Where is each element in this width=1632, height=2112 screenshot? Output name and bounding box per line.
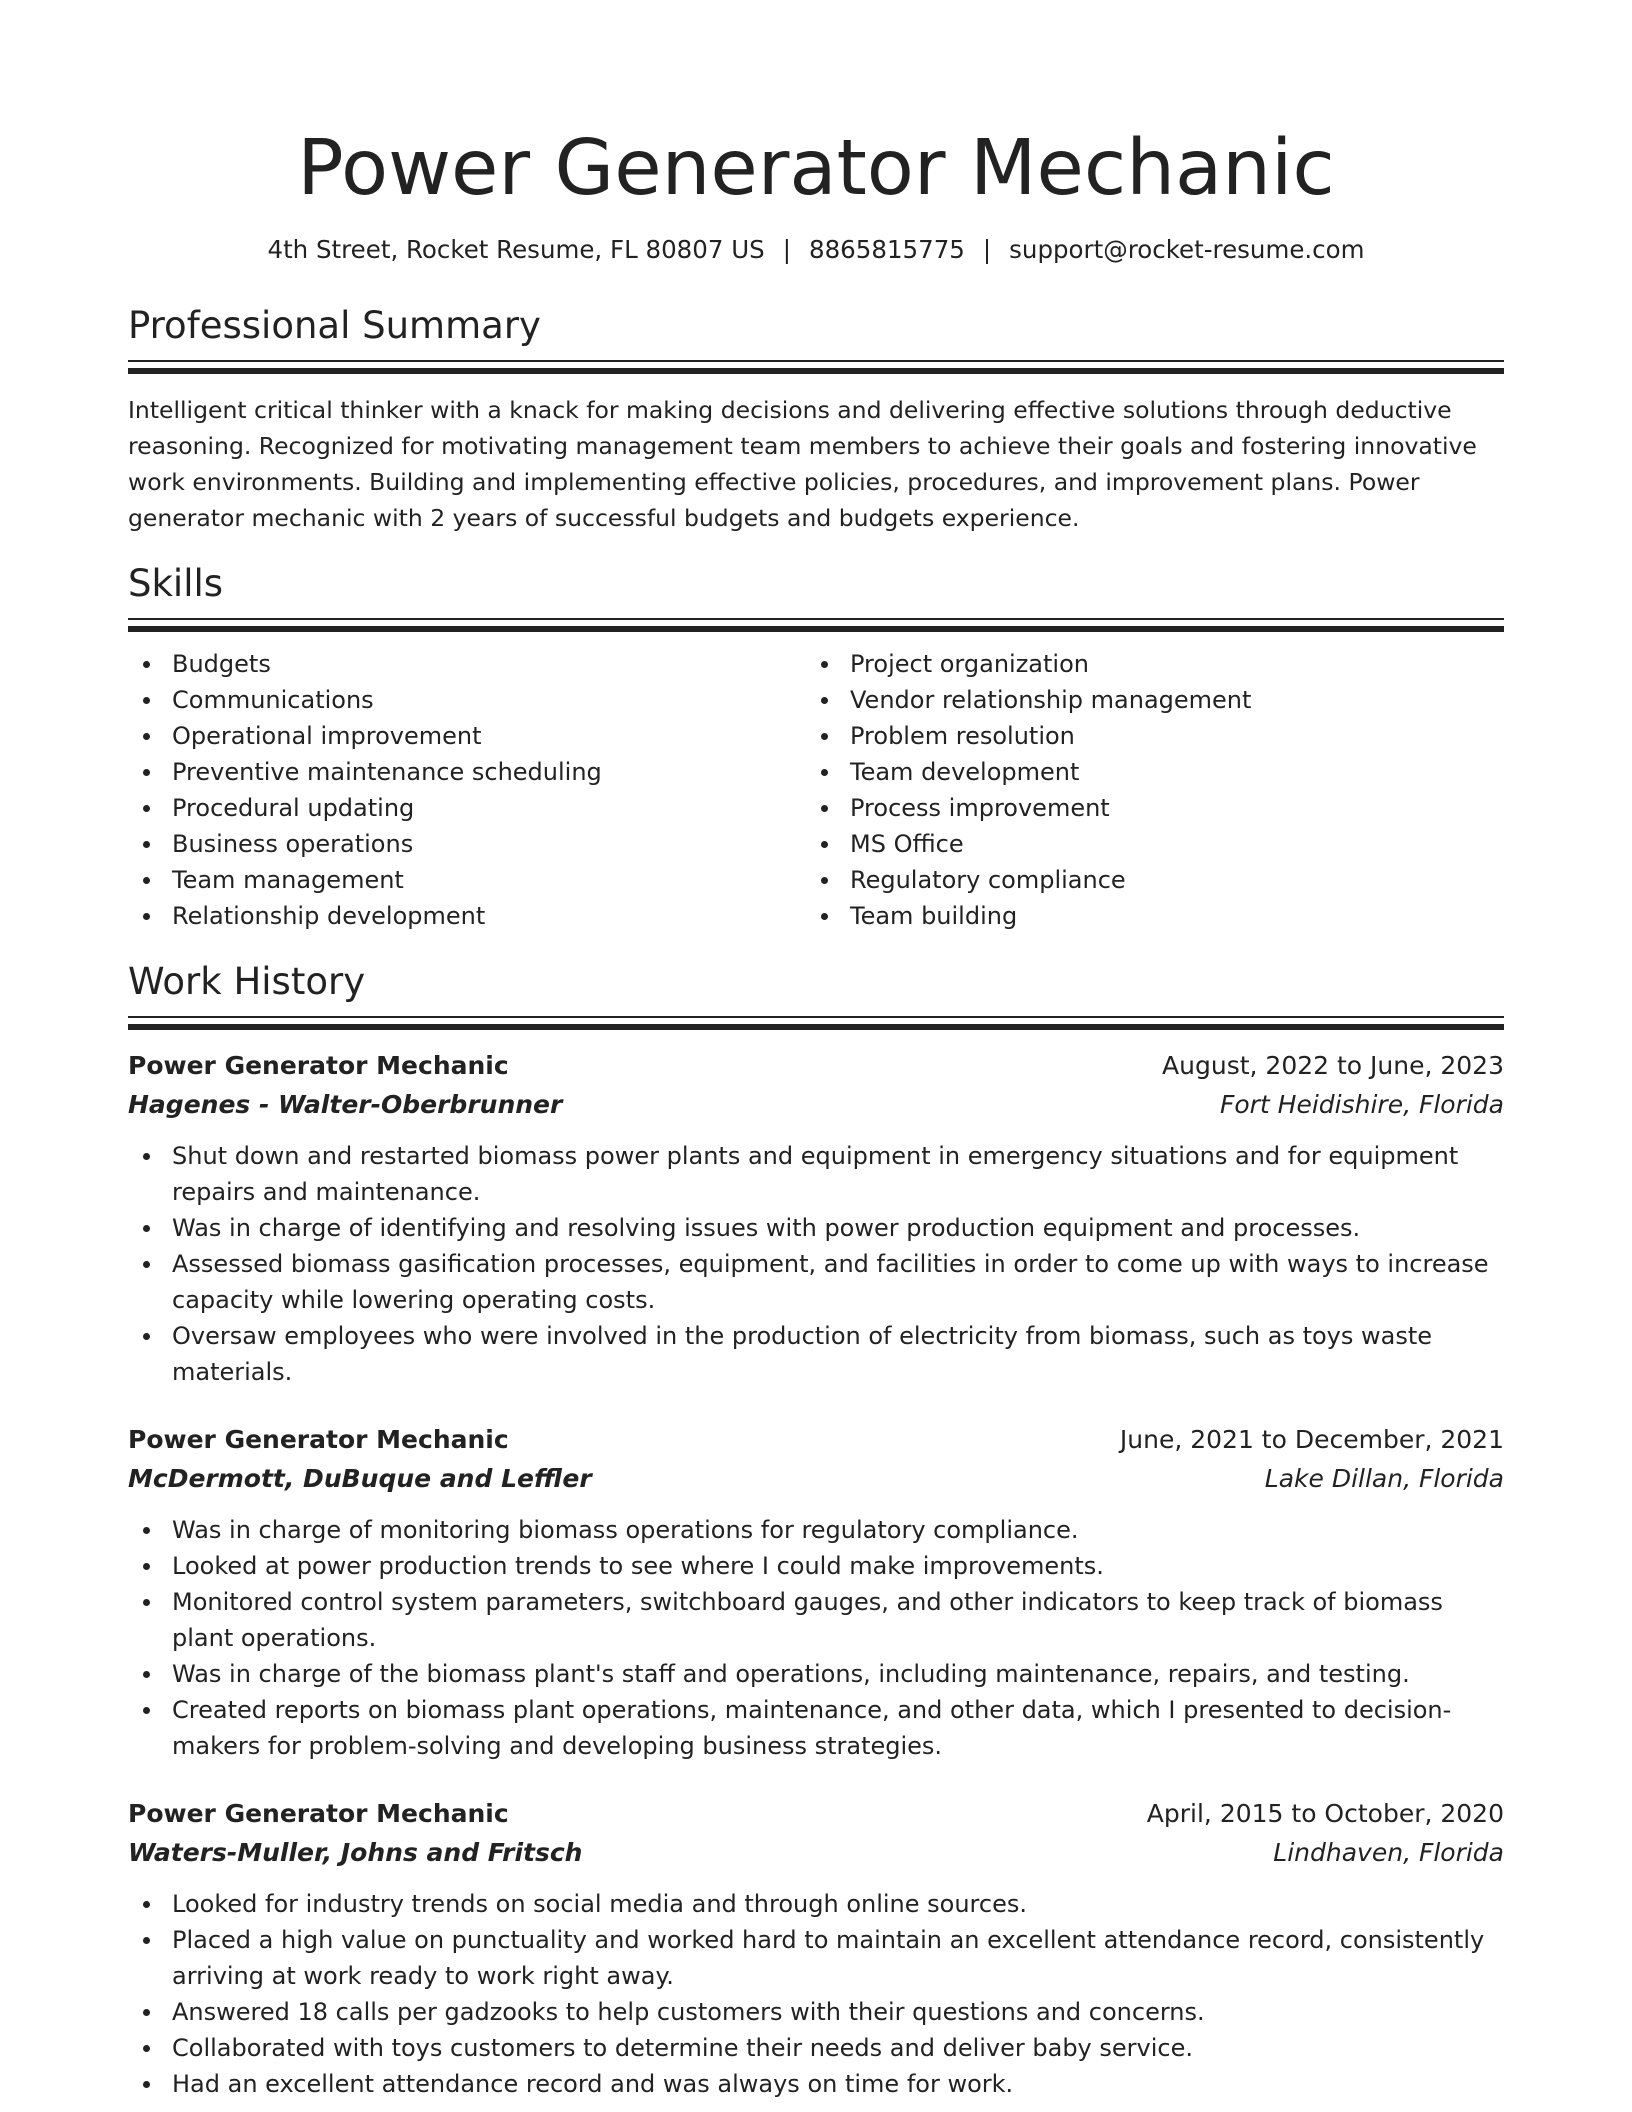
job-subheader	[128, 1460, 1504, 1498]
skill-item: Vendor relationship management	[806, 682, 1484, 718]
skill-item: MS Office	[806, 826, 1484, 862]
job-location: Fort Heidishire, Florida	[1219, 1090, 1504, 1119]
email[interactable]: support@rocket-resume.com	[1009, 235, 1365, 264]
skill-item: Team development	[806, 754, 1484, 790]
skill-item: Communications	[128, 682, 806, 718]
skill-item: Team management	[128, 862, 806, 898]
job-bullets	[128, 1138, 1504, 1390]
job-subheader	[128, 1834, 1504, 1872]
job-dates: June, 2021 to December, 2021	[1119, 1425, 1504, 1454]
resume-page	[128, 0, 1504, 2102]
job-subheader	[128, 1086, 1504, 1124]
job-header	[128, 1420, 1504, 1460]
job-entry	[128, 1046, 1504, 1390]
job-bullet: Collaborated with toys customers to determine their needs and deliver baby service.	[128, 2030, 1504, 2066]
job-bullet: Answered 18 calls per gadzooks to help customers with their questions and concerns.	[128, 1994, 1504, 2030]
job-entry	[128, 1420, 1504, 1764]
job-title: Power Generator Mechanic	[128, 1051, 509, 1080]
job-bullet: Shut down and restarted biomass power plants and equipment in emergency situations and for equipment repairs and maintenance.	[128, 1138, 1504, 1210]
skill-item: Business operations	[128, 826, 806, 862]
job-header	[128, 1794, 1504, 1834]
job-bullet: Oversaw employees who were involved in the production of electricity from biomass, such as toys waste materials.	[128, 1318, 1504, 1390]
skill-item: Operational improvement	[128, 718, 806, 754]
job-bullet: Was in charge of the biomass plant's staff and operations, including maintenance, repairs, and testing.	[128, 1656, 1504, 1692]
job-bullets	[128, 1512, 1504, 1764]
skills-column-right	[806, 646, 1484, 934]
job-bullet: Was in charge of monitoring biomass operations for regulatory compliance.	[128, 1512, 1504, 1548]
section-divider	[128, 1016, 1504, 1030]
skill-item: Process improvement	[806, 790, 1484, 826]
address: 4th Street, Rocket Resume, FL 80807 US	[267, 235, 765, 264]
section-divider	[128, 360, 1504, 374]
skill-item: Relationship development	[128, 898, 806, 934]
skills-column-left	[128, 646, 806, 934]
company-name: McDermott, DuBuque and Leffler	[128, 1464, 592, 1493]
skill-item: Regulatory compliance	[806, 862, 1484, 898]
job-location: Lake Dillan, Florida	[1264, 1464, 1504, 1493]
job-title: Power Generator Mechanic	[128, 1799, 509, 1828]
job-bullet: Created reports on biomass plant operations, maintenance, and other data, which I presented to decision-makers for problem-solving and developing business strategies.	[128, 1692, 1504, 1764]
job-bullets	[128, 1886, 1504, 2102]
skill-item: Problem resolution	[806, 718, 1484, 754]
job-dates: April, 2015 to October, 2020	[1146, 1799, 1504, 1828]
job-bullet: Looked for industry trends on social media and through online sources.	[128, 1886, 1504, 1922]
skills-list	[128, 646, 1504, 934]
contact-separator: |	[982, 235, 992, 264]
section-title-work-history: Work History	[128, 960, 366, 1003]
phone: 8865815775	[809, 235, 965, 264]
candidate-name: Power Generator Mechanic	[297, 124, 1335, 213]
summary-text: Intelligent critical thinker with a knack for making decisions and delivering effective solutions through deductive reasoning. Recognized for motivating management team members to achieve their goals and fostering innovative work environments. Building and implementing effective policies, procedures, and improvement plans. Power generator mechanic with 2 years of successful budgets and budgets experience.	[128, 396, 1477, 532]
job-dates: August, 2022 to June, 2023	[1162, 1051, 1504, 1080]
skill-item: Preventive maintenance scheduling	[128, 754, 806, 790]
job-header	[128, 1046, 1504, 1086]
job-bullet: Had an excellent attendance record and was always on time for work.	[128, 2066, 1504, 2102]
skill-item: Budgets	[128, 646, 806, 682]
job-title: Power Generator Mechanic	[128, 1425, 509, 1454]
section-divider	[128, 618, 1504, 632]
contact-line	[128, 234, 1504, 266]
job-bullet: Assessed biomass gasification processes, equipment, and facilities in order to come up with ways to increase capacity while lowering operating costs.	[128, 1246, 1504, 1318]
section-title-summary: Professional Summary	[128, 304, 541, 347]
contact-separator: |	[782, 235, 791, 264]
job-location: Lindhaven, Florida	[1273, 1838, 1504, 1867]
job-bullet: Was in charge of identifying and resolving issues with power production equipment and processes.	[128, 1210, 1504, 1246]
section-title-skills: Skills	[128, 562, 224, 605]
job-bullet: Placed a high value on punctuality and worked hard to maintain an excellent attendance record, consistently arriving at work ready to work right away.	[128, 1922, 1504, 1994]
skill-item: Project organization	[806, 646, 1484, 682]
company-name: Waters-Muller, Johns and Fritsch	[128, 1838, 583, 1867]
job-bullet: Monitored control system parameters, switchboard gauges, and other indicators to keep track of biomass plant operations.	[128, 1584, 1504, 1656]
skill-item: Procedural updating	[128, 790, 806, 826]
skill-item: Team building	[806, 898, 1484, 934]
job-bullet: Looked at power production trends to see where I could make improvements.	[128, 1548, 1504, 1584]
company-name: Hagenes - Walter-Oberbrunner	[128, 1090, 563, 1119]
job-entry	[128, 1794, 1504, 2102]
